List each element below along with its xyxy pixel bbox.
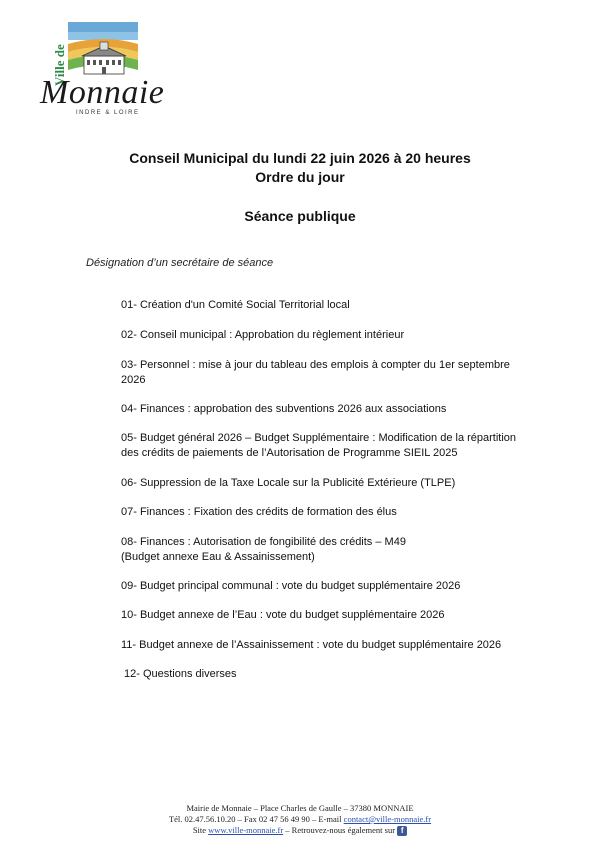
agenda-title: Ordre du jour: [255, 169, 345, 185]
agenda-item: 11- Budget annexe de l’Assainissement : vote du budget supplémentaire 2026: [121, 639, 502, 651]
facebook-icon[interactable]: f: [397, 826, 407, 836]
agenda-item: 01- Création d'un Comité Social Territorial local: [121, 299, 350, 311]
footer-website: [0, 825, 600, 836]
meeting-title: Conseil Municipal du lundi 22 juin 2026 à 20 heures: [129, 150, 471, 166]
footer-address: Mairie de Monnaie – Place Charles de Gaulle – 37380 MONNAIE: [186, 803, 414, 813]
agenda-item: 05- Budget général 2026 – Budget Supplémentaire : Modification de la répartition des crédits de paiements de l’Autorisation de Programme SIEIL 2025: [121, 432, 517, 459]
agenda-item: 02- Conseil municipal : Approbation du règlement intérieur: [121, 329, 405, 341]
agenda-item: 09- Budget principal communal : vote du budget supplémentaire 2026: [121, 580, 461, 592]
footer-email-link[interactable]: contact@ville-monnaie.fr: [343, 814, 432, 824]
town-logo: [38, 20, 178, 116]
secretary-note: Désignation d’un secrétaire de séance: [86, 257, 274, 269]
agenda-item: 10- Budget annexe de l’Eau : vote du budget supplémentaire 2026: [121, 609, 445, 621]
footer-contact: [0, 814, 600, 824]
session-title: Séance publique: [244, 208, 356, 224]
footer-phone-fax: Tél. 02.47.56.10.20 – Fax 02 47 56 49 90 – E-mail: [168, 814, 344, 824]
footer-site-suffix: – Retrouvez-nous également sur: [283, 825, 396, 835]
agenda-item: 08- Finances : Autorisation de fongibilité des crédits – M49 (Budget annexe Eau & Assainissement): [121, 536, 406, 563]
logo-town-name: Monnaie: [40, 74, 165, 111]
agenda-item: 06- Suppression de la Taxe Locale sur la Publicité Extérieure (TLPE): [121, 477, 456, 489]
agenda-item: 07- Finances : Fixation des crédits de formation des élus: [121, 506, 397, 518]
agenda-item: 12- Questions diverses: [124, 668, 237, 680]
logo-region: INDRE & LOIRE: [76, 110, 140, 116]
agenda-item: 04- Finances : approbation des subventions 2026 aux associations: [121, 403, 447, 415]
logo-ville-label: Ville de: [52, 44, 67, 86]
footer-site-prefix: Site: [192, 825, 209, 835]
footer-website-link[interactable]: www.ville-monnaie.fr: [208, 825, 284, 835]
agenda-item: 03- Personnel : mise à jour du tableau des emplois à compter du 1er septembre 2026: [121, 359, 510, 386]
